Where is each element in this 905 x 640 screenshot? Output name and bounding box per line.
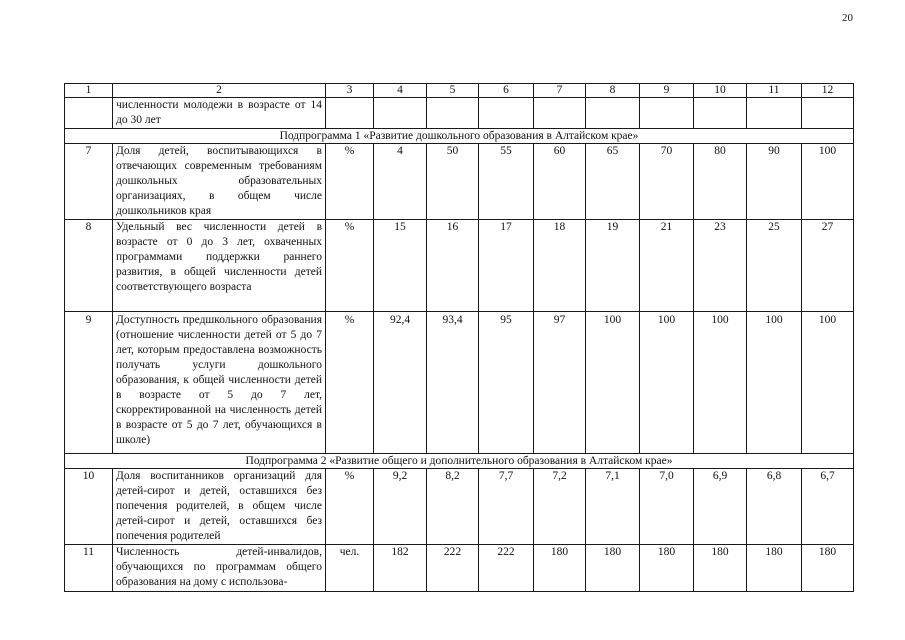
value-cell [427,98,479,129]
header-cell: 12 [802,84,854,98]
value-cell: 180 [640,545,694,592]
value-cell: 180 [802,545,854,592]
value-cell: 19 [586,220,640,312]
header-cell: 10 [694,84,747,98]
value-cell: 6,9 [694,469,747,545]
value-cell: 92,4 [374,312,427,454]
unit-cell: % [326,312,374,454]
header-cell: 4 [374,84,427,98]
subprogram-title: Подпрограмма 2 «Развитие общего и дополнительного образования в Алтайском крае» [65,454,854,469]
value-cell: 15 [374,220,427,312]
value-cell: 100 [802,312,854,454]
header-row [65,84,854,98]
header-cell: 9 [640,84,694,98]
value-cell: 50 [427,144,479,220]
page-number: 20 [842,12,853,24]
value-cell: 60 [534,144,586,220]
subprogram-row [65,454,854,469]
value-cell: 100 [640,312,694,454]
header-cell: 3 [326,84,374,98]
value-cell [586,98,640,129]
unit-cell: % [326,144,374,220]
unit-cell: % [326,469,374,545]
value-cell: 17 [479,220,534,312]
value-cell [640,98,694,129]
value-cell: 180 [586,545,640,592]
value-cell: 7,7 [479,469,534,545]
value-cell: 100 [802,144,854,220]
indicators-table [64,83,854,592]
value-cell: 100 [747,312,802,454]
value-cell: 100 [586,312,640,454]
value-cell: 65 [586,144,640,220]
row-number: 11 [65,545,113,592]
value-cell [802,98,854,129]
table-row [65,545,854,592]
value-cell: 90 [747,144,802,220]
subprogram-title: Подпрограмма 1 «Развитие дошкольного образования в Алтайском крае» [65,129,854,144]
value-cell: 180 [534,545,586,592]
indicator-text: Доля воспитанников организаций для детей-сирот и детей, оставшихся без попечения родителей, в общем числе детей-сирот и детей, оставшихся без попечения родителей [113,469,326,545]
table-row [65,144,854,220]
unit-cell [326,98,374,129]
table-row [65,312,854,454]
value-cell: 4 [374,144,427,220]
value-cell: 8,2 [427,469,479,545]
header-cell: 8 [586,84,640,98]
value-cell: 6,8 [747,469,802,545]
value-cell: 7,2 [534,469,586,545]
indicator-text: Доля детей, воспитывающихся в отвечающих современным требованиям дошкольных образовательных организациях, в общем числе дошкольников края [113,144,326,220]
indicator-text: Доступность предшкольного образования (отношение численности детей от 5 до 7 лет, которым предоставлена возможность получать услуги дошкольного образования, к общей численности детей в возрасте от 5 до 7 лет, скорректированной на численность детей в возрасте от 5 до 7 лет, обучающихся в школе) [113,312,326,454]
value-cell: 55 [479,144,534,220]
table-row [65,220,854,312]
value-cell: 70 [640,144,694,220]
value-cell [747,98,802,129]
table-row-continuation [65,98,854,129]
indicator-text: численности молодежи в возрасте от 14 до 30 лет [113,98,326,129]
value-cell [534,98,586,129]
value-cell: 6,7 [802,469,854,545]
value-cell [479,98,534,129]
row-number: 8 [65,220,113,312]
value-cell: 182 [374,545,427,592]
value-cell: 95 [479,312,534,454]
header-cell: 11 [747,84,802,98]
value-cell: 18 [534,220,586,312]
value-cell: 23 [694,220,747,312]
value-cell: 93,4 [427,312,479,454]
table-row [65,469,854,545]
value-cell: 21 [640,220,694,312]
row-number [65,98,113,129]
value-cell: 27 [802,220,854,312]
indicator-text: Численность детей-инвалидов, обучающихся по программам общего образования на дому с использова- [113,545,326,592]
value-cell: 9,2 [374,469,427,545]
value-cell: 222 [479,545,534,592]
header-cell: 5 [427,84,479,98]
row-number: 9 [65,312,113,454]
value-cell [374,98,427,129]
value-cell [694,98,747,129]
value-cell: 180 [694,545,747,592]
unit-cell: чел. [326,545,374,592]
value-cell: 100 [694,312,747,454]
value-cell: 180 [747,545,802,592]
value-cell: 25 [747,220,802,312]
value-cell: 7,1 [586,469,640,545]
row-number: 10 [65,469,113,545]
row-number: 7 [65,144,113,220]
value-cell: 7,0 [640,469,694,545]
header-cell: 7 [534,84,586,98]
value-cell: 16 [427,220,479,312]
header-cell: 2 [113,84,326,98]
header-cell: 6 [479,84,534,98]
indicator-text: Удельный вес численности детей в возрасте от 0 до 3 лет, охваченных программами поддержки раннего развития, в общей численности детей соответствующего возраста [113,220,326,312]
unit-cell: % [326,220,374,312]
value-cell: 80 [694,144,747,220]
subprogram-row [65,129,854,144]
value-cell: 97 [534,312,586,454]
value-cell: 222 [427,545,479,592]
header-cell: 1 [65,84,113,98]
